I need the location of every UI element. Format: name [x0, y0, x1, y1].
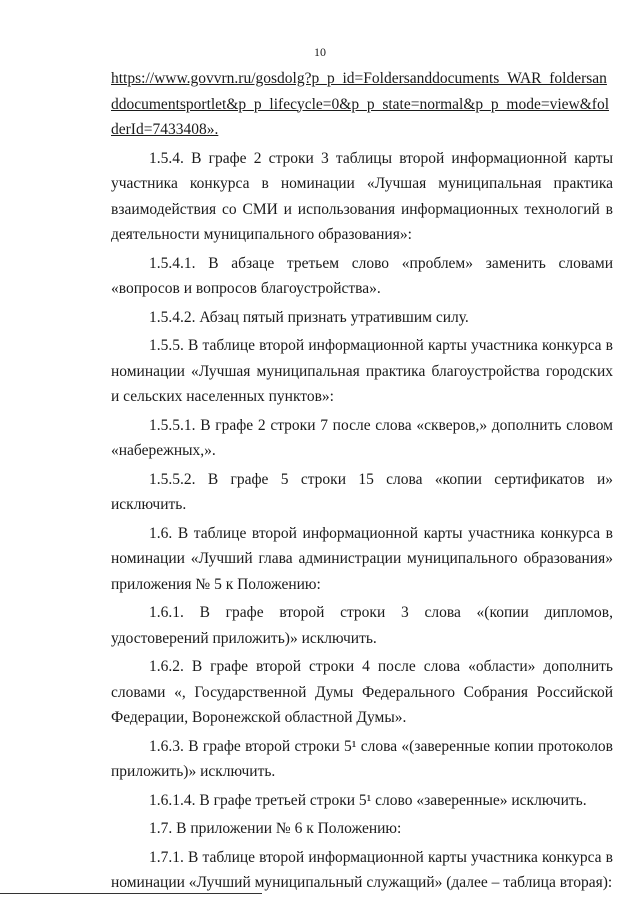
paragraph-1-5-4-2: 1.5.4.2. Абзац пятый признать утратившим силу.: [149, 308, 469, 326]
footer-divider: [0, 893, 262, 894]
paragraph-1-6-2: 1.6.2. В графе второй строки 4 после слова «области» дополнить словами «, Государственной Думы Федерального Собрания Российской Федерации, Воронежской областной Думы».: [111, 658, 613, 726]
page-number: 10: [314, 45, 326, 59]
document-body: [111, 66, 613, 899]
paragraph-1-5-5-2: 1.5.5.2. В графе 5 строки 15 слова «копии сертификатов и» исключить.: [111, 470, 613, 513]
paragraph-1-7-1: 1.7.1. В таблице второй информационной карты участника конкурса в номинации «Лучший муниципальный служащий» (далее – таблица вторая):: [111, 848, 613, 891]
paragraph-1-6-1-4: 1.6.1.4. В графе третьей строки 5¹ слово «заверенные» исключить.: [149, 791, 587, 809]
paragraph-1-6-1: 1.6.1. В графе второй строки 3 слова «(копии дипломов, удостоверений приложить)» исключить.: [111, 604, 613, 647]
paragraph-1-5-4: 1.5.4. В графе 2 строки 3 таблицы второй информационной карты участника конкурса в номинации «Лучшая муниципальная практика взаимодействия со СМИ и использования информационных технологий в деятельности муниципального образования»:: [111, 149, 613, 243]
paragraph-1-5-5-1: 1.5.5.1. В графе 2 строки 7 после слова «скверов,» дополнить словом «набережных,».: [111, 416, 613, 459]
paragraph-1-5-4-1: 1.5.4.1. В абзаце третьем слово «проблем» заменить словами «вопросов и вопросов благоустройства».: [111, 254, 613, 297]
paragraph-1-6-3: 1.6.3. В графе второй строки 5¹ слова «(заверенные копии протоколов приложить)» исключить.: [111, 737, 613, 780]
paragraph-1-6: 1.6. В таблице второй информационной карты участника конкурса в номинации «Лучший глава администрации муниципального образования» приложения № 5 к Положению:: [111, 524, 613, 593]
paragraph-1-7: 1.7. В приложении № 6 к Положению:: [149, 820, 402, 837]
url-paragraph[interactable]: https://www.govvrn.ru/gosdolg?p_p_id=Foldersanddocuments_WAR_foldersanddocumentsportlet&p_p_lifecycle=0&p_p_state=normal&p_p_mode=view&folderId=7433408».: [111, 70, 610, 138]
paragraph-1-5-5: 1.5.5. В таблице второй информационной карты участника конкурса в номинации «Лучшая муниципальная практика благоустройства городских и сельских населенных пунктов»:: [111, 337, 613, 405]
